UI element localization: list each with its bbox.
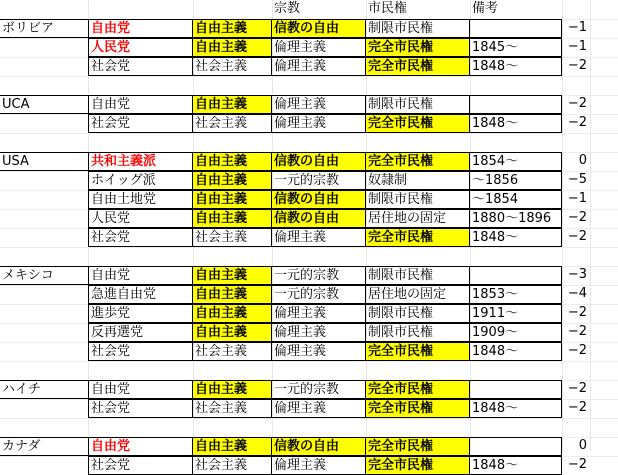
party-cell[interactable]: 進歩党 <box>88 304 193 323</box>
note-cell[interactable]: 1853～ <box>470 285 562 304</box>
citizenship-cell[interactable]: 完全市民権 <box>366 114 470 133</box>
note-cell[interactable] <box>470 380 562 399</box>
citizenship-cell[interactable]: 制限市民権 <box>366 95 470 114</box>
citizenship-cell[interactable]: 居住地の固定 <box>366 209 470 228</box>
economy-cell[interactable]: 自由主義 <box>193 323 272 342</box>
citizenship-cell[interactable]: 制限市民権 <box>366 266 470 285</box>
religion-cell[interactable]: 倫理主義 <box>272 304 366 323</box>
note-cell[interactable] <box>470 437 562 456</box>
religion-cell[interactable]: 倫理主義 <box>272 342 366 361</box>
score-cell[interactable]: −2 <box>567 96 587 111</box>
religion-cell[interactable]: 信教の自由 <box>272 19 366 38</box>
party-cell[interactable]: 人民党 <box>88 38 193 57</box>
citizenship-cell[interactable]: 完全市民権 <box>366 437 470 456</box>
party-cell[interactable]: 自由党 <box>88 19 193 38</box>
economy-cell[interactable]: 社会主義 <box>193 399 272 418</box>
gridline <box>0 247 618 248</box>
religion-cell[interactable]: 一元的宗教 <box>272 171 366 190</box>
citizenship-cell[interactable]: 完全市民権 <box>366 38 470 57</box>
party-cell[interactable]: 社会党 <box>88 114 193 133</box>
score-cell[interactable]: −1 <box>567 20 587 35</box>
citizenship-cell[interactable]: 居住地の固定 <box>366 285 470 304</box>
economy-cell[interactable]: 自由主義 <box>193 266 272 285</box>
economy-cell[interactable]: 自由主義 <box>193 380 272 399</box>
economy-cell[interactable]: 自由主義 <box>193 152 272 171</box>
religion-cell[interactable]: 一元的宗教 <box>272 380 366 399</box>
gridline <box>0 133 618 134</box>
religion-cell[interactable]: 倫理主義 <box>272 114 366 133</box>
economy-cell[interactable]: 社会主義 <box>193 114 272 133</box>
economy-cell[interactable]: 自由主義 <box>193 190 272 209</box>
note-cell[interactable]: 1848～ <box>470 342 562 361</box>
party-cell[interactable]: 社会党 <box>88 342 193 361</box>
economy-cell[interactable]: 社会主義 <box>193 456 272 475</box>
score-cell[interactable]: −2 <box>567 400 587 415</box>
gridline <box>0 361 618 362</box>
score-cell[interactable]: −2 <box>567 115 587 130</box>
citizenship-cell[interactable]: 完全市民権 <box>366 456 470 475</box>
note-cell[interactable]: ～1856 <box>470 171 562 190</box>
economy-cell[interactable]: 社会主義 <box>193 228 272 247</box>
party-cell[interactable]: 社会党 <box>88 399 193 418</box>
score-cell[interactable]: −2 <box>567 229 587 244</box>
score-cell[interactable]: −3 <box>567 267 587 282</box>
score-cell[interactable]: −2 <box>567 343 587 358</box>
party-cell[interactable]: 自由党 <box>88 380 193 399</box>
party-cell[interactable]: 共和主義派 <box>88 152 193 171</box>
religion-cell[interactable]: 倫理主義 <box>272 95 366 114</box>
economy-cell[interactable]: 自由主義 <box>193 38 272 57</box>
note-cell[interactable]: 1848～ <box>470 114 562 133</box>
religion-cell[interactable]: 一元的宗教 <box>272 266 366 285</box>
score-cell[interactable]: −2 <box>567 58 587 73</box>
religion-cell[interactable]: 信教の自由 <box>272 209 366 228</box>
citizenship-cell[interactable]: 奴隷制 <box>366 171 470 190</box>
note-cell[interactable]: 1845～ <box>470 38 562 57</box>
citizenship-cell[interactable]: 完全市民権 <box>366 152 470 171</box>
party-cell[interactable]: 社会党 <box>88 57 193 76</box>
religion-cell[interactable]: 倫理主義 <box>272 38 366 57</box>
religion-cell[interactable]: 倫理主義 <box>272 323 366 342</box>
economy-cell[interactable]: 自由主義 <box>193 19 272 38</box>
economy-cell[interactable]: 自由主義 <box>193 95 272 114</box>
citizenship-cell[interactable]: 制限市民権 <box>366 190 470 209</box>
note-cell[interactable]: 1911～ <box>470 304 562 323</box>
economy-cell[interactable]: 自由主義 <box>193 304 272 323</box>
country-name-cell[interactable]: カナダ <box>0 437 88 456</box>
score-cell[interactable]: −2 <box>567 305 587 320</box>
note-cell[interactable]: 1848～ <box>470 456 562 475</box>
citizenship-cell[interactable]: 制限市民権 <box>366 304 470 323</box>
note-cell[interactable]: ～1854 <box>470 190 562 209</box>
score-cell[interactable]: −2 <box>567 324 587 339</box>
header-citizenship[interactable]: 市民権 <box>368 1 408 16</box>
country-name-cell[interactable]: ボリビア <box>0 19 88 38</box>
economy-cell[interactable]: 社会主義 <box>193 57 272 76</box>
note-cell[interactable]: 1848～ <box>470 228 562 247</box>
note-cell[interactable] <box>470 95 562 114</box>
score-cell[interactable]: −1 <box>567 191 587 206</box>
economy-cell[interactable]: 社会主義 <box>193 342 272 361</box>
religion-cell[interactable]: 倫理主義 <box>272 57 366 76</box>
citizenship-cell[interactable]: 完全市民権 <box>366 399 470 418</box>
party-cell[interactable]: 自由土地党 <box>88 190 193 209</box>
religion-cell[interactable]: 倫理主義 <box>272 228 366 247</box>
citizenship-cell[interactable]: 制限市民権 <box>366 19 470 38</box>
score-cell[interactable]: −2 <box>567 457 587 472</box>
religion-cell[interactable]: 信教の自由 <box>272 190 366 209</box>
religion-cell[interactable]: 倫理主義 <box>272 399 366 418</box>
score-cell[interactable]: 0 <box>578 153 587 168</box>
religion-cell[interactable]: 一元的宗教 <box>272 285 366 304</box>
citizenship-cell[interactable]: 完全市民権 <box>366 380 470 399</box>
religion-cell[interactable]: 信教の自由 <box>272 152 366 171</box>
religion-cell[interactable]: 倫理主義 <box>272 456 366 475</box>
economy-cell[interactable]: 自由主義 <box>193 285 272 304</box>
score-cell[interactable]: −4 <box>567 286 587 301</box>
header-notes[interactable]: 備考 <box>472 1 499 16</box>
header-religion[interactable]: 宗教 <box>274 1 301 16</box>
score-cell[interactable]: −1 <box>567 39 587 54</box>
country-name-cell[interactable]: USA <box>0 152 88 171</box>
note-cell[interactable] <box>470 266 562 285</box>
citizenship-cell[interactable]: 完全市民権 <box>366 228 470 247</box>
party-cell[interactable]: 社会党 <box>88 228 193 247</box>
citizenship-cell[interactable]: 制限市民権 <box>366 323 470 342</box>
note-cell[interactable]: 1848～ <box>470 399 562 418</box>
note-cell[interactable]: 1848～ <box>470 57 562 76</box>
gridline <box>0 418 618 419</box>
economy-cell[interactable]: 自由主義 <box>193 209 272 228</box>
country-name-cell[interactable]: UCA <box>0 95 88 114</box>
note-cell[interactable]: 1880～1896 <box>470 209 562 228</box>
country-name-cell[interactable]: メキシコ <box>0 266 88 285</box>
note-cell[interactable]: 1854～ <box>470 152 562 171</box>
religion-cell[interactable]: 信教の自由 <box>272 437 366 456</box>
party-cell[interactable]: 人民党 <box>88 209 193 228</box>
party-cell[interactable]: 社会党 <box>88 456 193 475</box>
country-name-cell[interactable]: ハイチ <box>0 380 88 399</box>
party-cell[interactable]: 反再選党 <box>88 323 193 342</box>
score-cell[interactable]: −2 <box>567 210 587 225</box>
party-cell[interactable]: 自由党 <box>88 95 193 114</box>
economy-cell[interactable]: 自由主義 <box>193 437 272 456</box>
party-cell[interactable]: 自由党 <box>88 266 193 285</box>
note-cell[interactable] <box>470 19 562 38</box>
citizenship-cell[interactable]: 完全市民権 <box>366 57 470 76</box>
party-cell[interactable]: ホイッグ派 <box>88 171 193 190</box>
score-cell[interactable]: −2 <box>567 381 587 396</box>
score-cell[interactable]: −5 <box>567 172 587 187</box>
gridline <box>590 0 591 451</box>
party-cell[interactable]: 自由党 <box>88 437 193 456</box>
note-cell[interactable]: 1909～ <box>470 323 562 342</box>
party-cell[interactable]: 急進自由党 <box>88 285 193 304</box>
economy-cell[interactable]: 自由主義 <box>193 171 272 190</box>
citizenship-cell[interactable]: 完全市民権 <box>366 342 470 361</box>
score-cell[interactable]: 0 <box>578 438 587 453</box>
gridline <box>0 76 618 77</box>
